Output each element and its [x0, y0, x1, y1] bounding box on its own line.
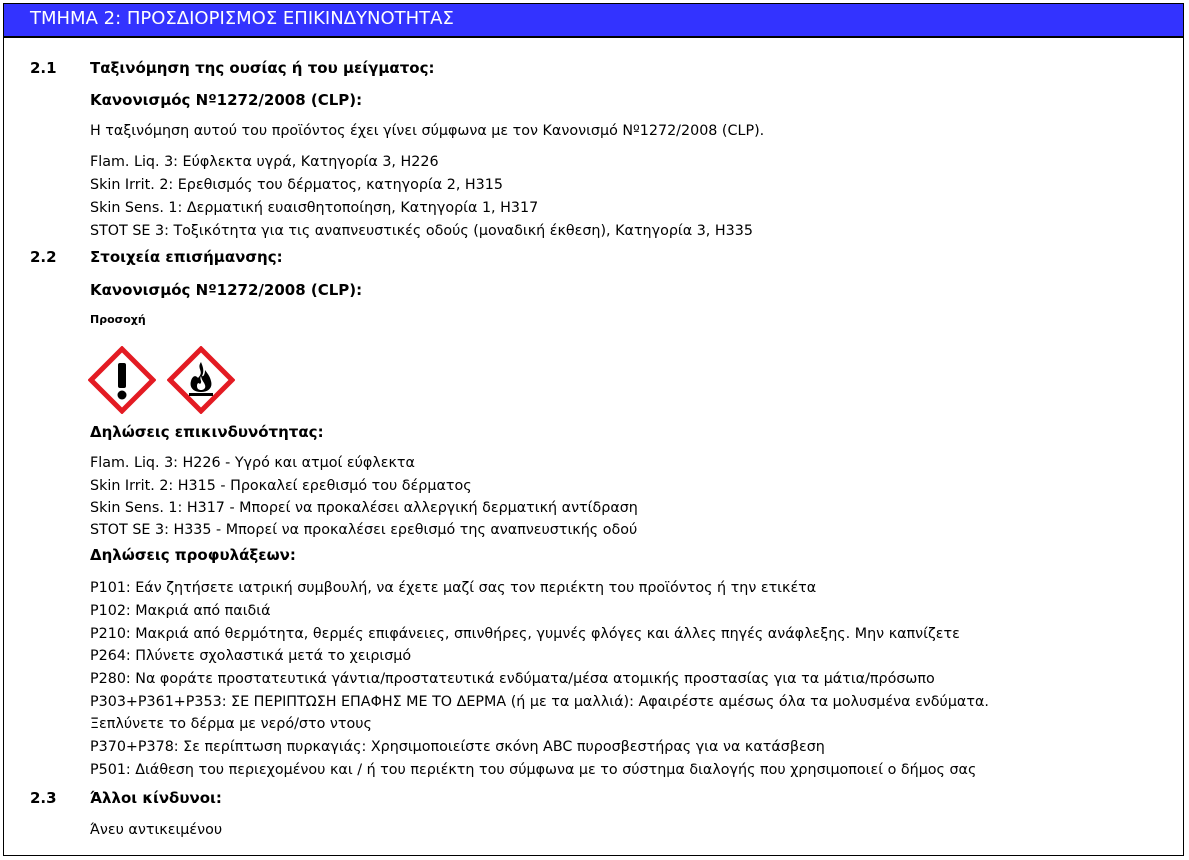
classification-note: Η ταξινόμηση αυτού του προϊόντος έχει γίνει σύμφωνα με τον Κανονισμό Nº1272/2008 (CLP).: [90, 123, 765, 139]
precautionary-statement: P101: Εάν ζητήσετε ιατρική συμβουλή, να έχετε μαζί σας τον περιέκτη του προϊόντος ή την ετικέτα: [90, 580, 817, 596]
precautionary-statement: P501: Διάθεση του περιεχομένου και / ή του περιέκτη του σύμφωνα με το σύστημα διαλογής που χρησιμοποιεί ο δήμος σας: [90, 762, 977, 778]
precautionary-statement: P280: Να φοράτε προστατευτικά γάντια/προστατευτικά ενδύματα/μέσα ατομικής προστασίας για τα μάτια/πρόσωπο: [90, 671, 935, 687]
hazard-statement: Skin Sens. 1: H317 - Μπορεί να προκαλέσει αλλεργική δερματική αντίδραση: [90, 500, 638, 516]
hazard-statement: STOT SE 3: H335 - Μπορεί να προκαλέσει ερεθισμό της αναπνευστικής οδού: [90, 522, 638, 538]
subsection-title-2-2: Στοιχεία επισήμανσης:: [90, 248, 283, 266]
precautionary-statement: P264: Πλύνετε σχολαστικά μετά το χειρισμό: [90, 648, 412, 664]
flame-icon: [167, 346, 235, 414]
precautionary-statement: P102: Μακριά από παιδιά: [90, 603, 271, 619]
classification-line: STOT SE 3: Τοξικότητα για τις αναπνευστικές οδούς (μοναδική έκθεση), Κατηγορία 3, H335: [90, 223, 753, 239]
subsection-title-2-1: Ταξινόμηση της ουσίας ή του μείγματος:: [90, 59, 435, 77]
section-title: ΤΜΗΜΑ 2: ΠΡΟΣΔΙΟΡΙΣΜΟΣ ΕΠΙΚΙΝΔΥΝΟΤΗΤΑΣ: [30, 8, 454, 29]
hazard-statement: Skin Irrit. 2: H315 - Προκαλεί ερεθισμό του δέρματος: [90, 478, 472, 494]
subsection-number-2-2: 2.2: [30, 248, 57, 266]
signal-word: Προσοχή: [90, 313, 146, 326]
precautionary-statement: P370+P378: Σε περίπτωση πυρκαγιάς: Χρησιμοποιείστε σκόνη ABC πυροσβεστήρας για να κατάσβεση: [90, 739, 825, 755]
precautionary-statement: P303+P361+P353: ΣΕ ΠΕΡΙΠΤΩΣΗ ΕΠΑΦΗΣ ΜΕ ΤΟ ΔΕΡΜΑ (ή με τα μαλλιά): Αφαιρέστε αμέσως όλα τα μολυσμένα ενδύματα.: [90, 694, 989, 710]
regulation-heading: Κανονισμός Nº1272/2008 (CLP):: [90, 281, 363, 299]
exclamation-mark-icon: [88, 346, 156, 414]
subsection-number-2-3: 2.3: [30, 789, 57, 807]
precautionary-statement: P210: Μακριά από θερμότητα, θερμές επιφάνειες, σπινθήρες, γυμνές φλόγες και άλλες πηγές ανάφλεξης. Μην καπνίζετε: [90, 626, 960, 642]
precautionary-statements-heading: Δηλώσεις προφυλάξεων:: [90, 546, 296, 564]
classification-line: Flam. Liq. 3: Εύφλεκτα υγρά, Κατηγορία 3, H226: [90, 154, 439, 170]
subsection-title-2-3: Άλλοι κίνδυνοι:: [90, 789, 222, 807]
hazard-statements-heading: Δηλώσεις επικινδυνότητας:: [90, 423, 324, 441]
section-header: [4, 4, 1183, 38]
classification-line: Skin Irrit. 2: Ερεθισμός του δέρματος, κατηγορία 2, H315: [90, 177, 503, 193]
classification-line: Skin Sens. 1: Δερματική ευαισθητοποίηση, Κατηγορία 1, H317: [90, 200, 539, 216]
subsection-number-2-1: 2.1: [30, 59, 57, 77]
hazard-statement: Flam. Liq. 3: H226 - Υγρό και ατμοί εύφλεκτα: [90, 455, 415, 471]
precautionary-statement: Ξεπλύνετε το δέρμα με νερό/στο ντους: [90, 716, 372, 732]
regulation-heading: Κανονισμός Nº1272/2008 (CLP):: [90, 91, 363, 109]
other-hazards-text: Άνευ αντικειμένου: [90, 822, 223, 838]
